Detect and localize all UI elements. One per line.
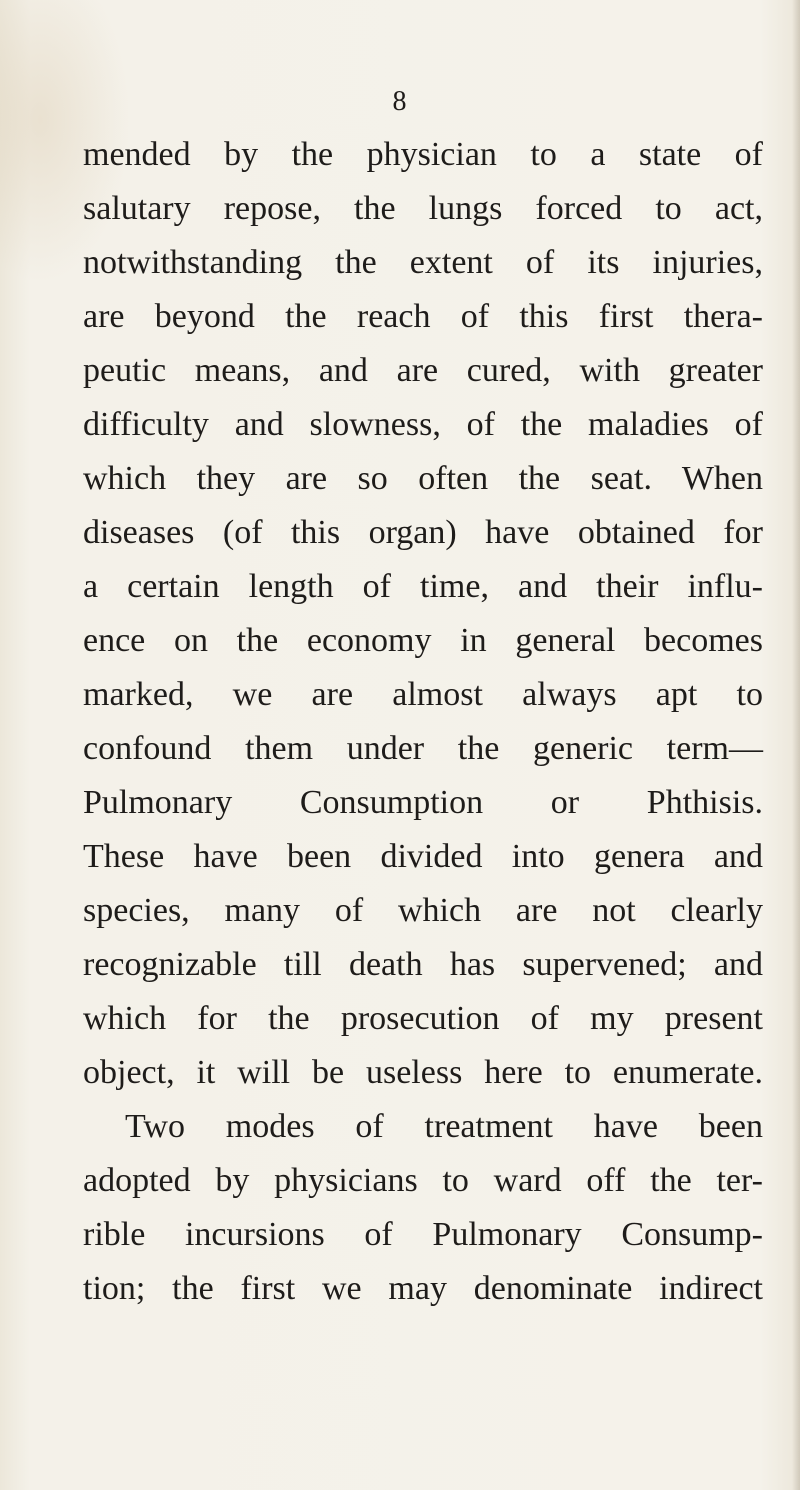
text-line-paragraph-start: Two modes of treatment have been xyxy=(125,1108,763,1145)
text-line: a certain length of time, and their influ- xyxy=(83,568,763,605)
text-line: species, many of which are not clearly xyxy=(83,892,763,929)
text-line: notwithstanding the extent of its injuries, xyxy=(83,244,763,281)
text-line: which they are so often the seat. When xyxy=(83,460,763,497)
text-line: are beyond the reach of this first thera- xyxy=(83,298,763,335)
text-line: diseases (of this organ) have obtained for xyxy=(83,514,763,551)
text-line: difficulty and slowness, of the maladies of xyxy=(83,406,763,443)
text-line: marked, we are almost always apt to xyxy=(83,676,763,713)
text-line: salutary repose, the lungs forced to act, xyxy=(83,190,763,227)
text-line: recognizable till death has supervened; and xyxy=(83,946,763,983)
text-line: adopted by physicians to ward off the ter- xyxy=(83,1162,763,1199)
text-line: mended by the physician to a state of xyxy=(83,136,763,173)
page-edge-shadow xyxy=(792,0,800,1490)
page-number: 8 xyxy=(392,86,408,117)
text-line: object, it will be useless here to enumerate. xyxy=(83,1054,763,1091)
body-text xyxy=(83,128,763,1316)
text-line: which for the prosecution of my present xyxy=(83,1000,763,1037)
text-line: Pulmonary Consumption or Phthisis. xyxy=(83,784,763,821)
text-line: ence on the economy in general becomes xyxy=(83,622,763,659)
text-line: These have been divided into genera and xyxy=(83,838,763,875)
text-line: rible incursions of Pulmonary Consump- xyxy=(83,1216,763,1253)
text-line: peutic means, and are cured, with greater xyxy=(83,352,763,389)
text-line: tion; the first we may denominate indirect xyxy=(83,1270,763,1307)
text-line: confound them under the generic term— xyxy=(83,730,763,767)
